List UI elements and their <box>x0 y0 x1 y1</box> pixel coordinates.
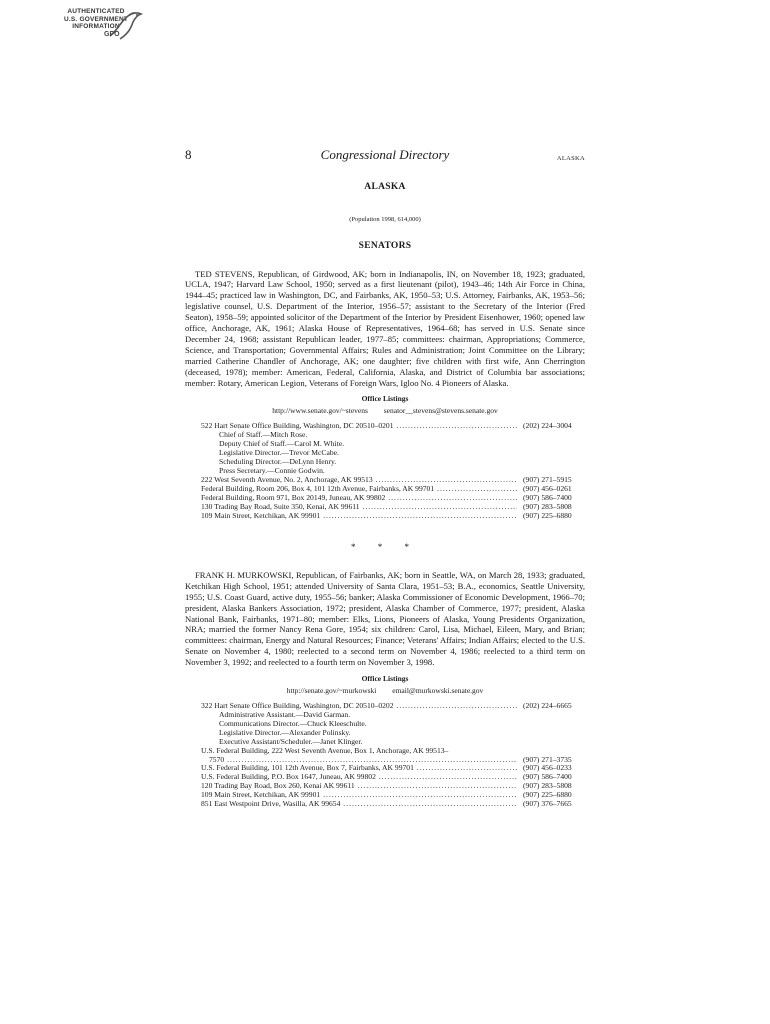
office-row <box>185 512 585 521</box>
website-link[interactable]: http://www.senate.gov/~stevens <box>272 405 368 415</box>
state-title: ALASKA <box>364 182 406 192</box>
staff-line: Chief of Staff.—Mitch Rose. <box>219 430 308 440</box>
office-address: 222 West Seventh Avenue, No. 2, Anchorage, AK 99513 ..... <box>201 476 517 485</box>
senator-bio: FRANK H. MURKOWSKI, Republican, of Fairbanks, AK; born in Seattle, WA, on March 28, 1933; graduated, Ketchikan High School, 1951; attended University of Santa Clara, 1951–53; B.A., economics, Seattle University, 1955; U.S. Coast Guard, active duty, 1955–56; banker; Alaska Commissioner of Economic Development, 1966–70; president, Alaska Bankers Association, 1972; president, Alaska Chamber of Commerce, 1977; president, Alaska National Bank, Fairbanks, 1971–80; member: Elks, Lions, Pioneers of Alaska, Young Presidents Organization, NRA; married the former Nancy Rena Gore, 1954; six children: Carol, Lisa, Michael, Eileen, Mary, and Brian; committees: chairman, Energy and Natural Resources; Finance; Veterans' Affairs; Indian Affairs; elected to the U.S. Senate on November 4, 1980; reelected to a second term on November 4, 1986; reelected to a third term on November 3, 1992; and reelected to a fourth term on November 3, 1998. <box>185 569 585 668</box>
office-phone: (907) 225–6880 <box>523 790 572 800</box>
office-address: 7570 ..... <box>209 756 517 765</box>
staff-line: Scheduling Director.—DeLynn Henry. <box>219 457 337 467</box>
office-phone: (907) 586–7400 <box>523 772 572 782</box>
running-head-state: ALASKA <box>556 155 585 162</box>
eagle-icon <box>106 6 146 46</box>
population-note: (Population 1998, 614,000) <box>349 215 421 223</box>
email-link[interactable]: senator__stevens@stevens.senate.gov <box>383 405 498 415</box>
office-phone: (907) 283–5808 <box>523 501 572 511</box>
office-phone: (907) 586–7400 <box>523 492 572 502</box>
office-address: U.S. Federal Building, P.O. Box 1647, Juneau, AK 99802 ..... <box>201 773 517 782</box>
office-phone: (907) 225–6880 <box>523 510 572 520</box>
office-address: U.S. Federal Building, 222 West Seventh Avenue, Box 1, Anchorage, AK 99513– <box>201 746 449 755</box>
office-phone: (907) 283–5808 <box>523 781 572 791</box>
office-address: Federal Building, Room 971, Box 20149, Juneau, AK 99802 ..... <box>201 494 517 503</box>
contact-urls <box>185 406 585 417</box>
running-head <box>185 147 585 168</box>
contact-urls <box>185 686 585 697</box>
section-separator: * * * <box>351 542 419 553</box>
office-listings-title: Office Listings <box>361 394 409 404</box>
website-link[interactable]: http://senate.gov/~murkowski <box>286 685 377 695</box>
seal-gpo-label: GPO <box>104 31 120 38</box>
staff-line: Legislative Director.—Alexander Polinsky. <box>219 727 351 737</box>
office-phone: (907) 456–0233 <box>523 763 572 773</box>
office-listings-title: Office Listings <box>361 674 409 684</box>
section-title-senators: SENATORS <box>358 241 412 251</box>
seal-line: U.S. GOVERNMENT <box>64 15 129 23</box>
office-address: 109 Main Street, Ketchikan, AK 99901 ..... <box>201 512 517 521</box>
office-phone: (202) 224–6665 <box>523 701 572 711</box>
office-phone: (202) 224–3004 <box>523 421 572 431</box>
senator-entry <box>185 269 585 521</box>
staff-line: Press Secretary.—Connie Godwin. <box>219 466 325 475</box>
senator-bio: TED STEVENS, Republican, of Girdwood, AK; born in Indianapolis, IN, on November 18, 1923; graduated, UCLA, 1947; Harvard Law School, 1950; served as a first lieutenant (pilot), 1943–46; 14th Air Force in China, 1944–45; practiced law in Washington, DC, and Fairbanks, AK, 1950–53; U.S. Attorney, Fairbanks, AK, 1953–56; legislative counsel, U.S. Department of the Interior, 1956–57; assistant to the Secretary of the Interior (Fred Seaton), 1958–59; appointed solicitor of the Department of the Interior by President Eisenhower, 1960; opened law office, Anchorage, AK, 1961; Alaska House of Representatives, 1964–68; has served in U.S. Senate since December 24, 1968; assistant Republican leader, 1977–85; committees: chairman, Appropriations; Commerce, Science, and Transportation; Governmental Affairs; Rules and Administration; Joint Committee on the Library; married Catherine Chandler of Anchorage, AK; one daughter; five children with first wife, Ann Cherrington (deceased, 1978); member: American, Federal, California, Alaska, and District of Columbia bar associations; member: Rotary, American Legion, Veterans of Foreign Wars, Igloo No. 4 Pioneers of Alaska. <box>185 268 585 388</box>
office-phone: (907) 376–7665 <box>523 799 572 809</box>
directory-page <box>185 147 585 809</box>
office-list <box>185 702 585 809</box>
office-phone: (907) 271–3735 <box>523 754 572 764</box>
running-head-title: Congressional Directory <box>320 147 450 162</box>
seal-line: INFORMATION <box>72 23 120 30</box>
page-number: 8 <box>185 147 192 162</box>
office-address: 130 Trading Bay Road, Suite 350, Kenai, AK 99611 ..... <box>201 503 517 512</box>
staff-line: Administrative Assistant.—David Garman. <box>219 710 351 719</box>
office-address: Federal Building, Room 206, Box 4, 101 12th Avenue, Fairbanks, AK 99701 ..... <box>201 485 517 494</box>
office-phone: (907) 271–5915 <box>523 474 572 484</box>
office-address: 120 Trading Bay Road, Box 260, Kenai AK 99611 ..... <box>201 782 517 791</box>
office-address: 851 East Westpoint Drive, Wasilla, AK 99654 ..... <box>201 800 517 809</box>
staff-line: Communications Director.—Chuck Kleeschulte. <box>219 718 367 728</box>
office-list <box>185 422 585 520</box>
email-link[interactable]: email@murkowski.senate.gov <box>392 685 484 695</box>
staff-line: Deputy Chief of Staff.—Carol M. White. <box>219 439 344 449</box>
office-address: 522 Hart Senate Office Building, Washington, DC 20510–0201 ..... <box>201 422 517 431</box>
office-phone: (907) 456–0261 <box>523 483 572 493</box>
seal-line: AUTHENTICATED <box>67 8 125 15</box>
staff-line: Executive Assistant/Scheduler.—Janet Klinger. <box>219 736 363 746</box>
office-address: U.S. Federal Building, 101 12th Avenue, Box 7, Fairbanks, AK 99701 ..... <box>201 764 517 773</box>
senator-entry <box>185 570 585 809</box>
office-row <box>185 800 585 809</box>
office-address: 109 Main Street, Ketchikan, AK 99901 ..... <box>201 791 517 800</box>
office-address: 322 Hart Senate Office Building, Washington, DC 20510–0202 ..... <box>201 702 517 711</box>
gpo-authentication-seal <box>64 6 148 46</box>
staff-line: Legislative Director.—Trevor McCabe. <box>219 448 339 458</box>
